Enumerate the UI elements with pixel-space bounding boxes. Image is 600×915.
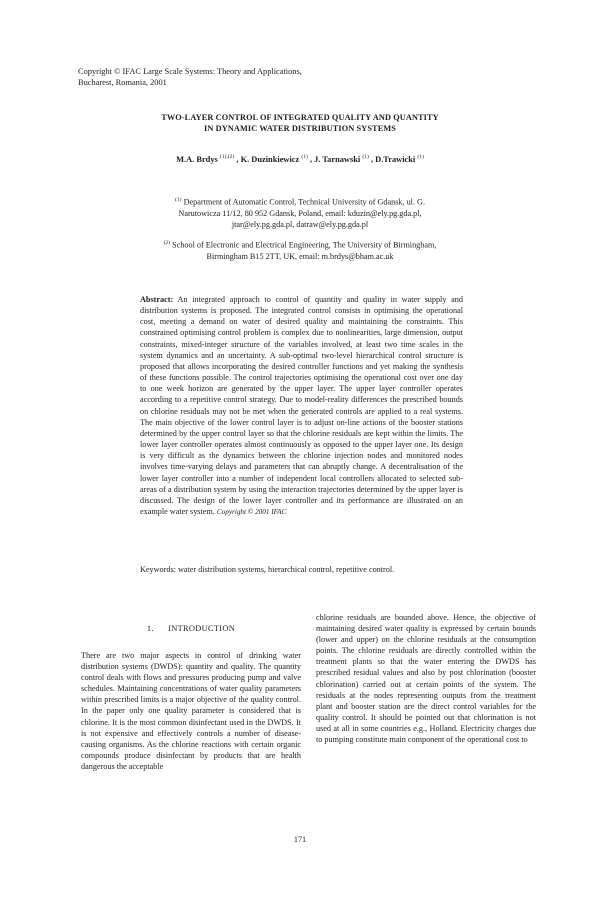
intro-left-column: There are two major aspects in control of drinking water distribution systems (DWDS): quantity and quality. The quantity control deals with flows and pressures producing pump and valve schedules. Maintaining concentrations of water quality parameters within prescribed limits is a major objective of the quality control. In the paper only one quality parameter is considered that is chlorine. It is the most common disinfectant used in the DWDS. It is not expensive and effectively controls a number of disease-causing organisms. As the chlorine reactions with certain organic compounds produce disinfectant by products that are health dangerous the acceptable [81, 651, 301, 771]
affiliation-line: Department of Automatic Control, Technical University of Gdansk, ul. G. [183, 197, 426, 207]
author-name: M.A. Brdys [176, 154, 218, 164]
author-affiliation-mark: (1) [417, 154, 424, 160]
section-heading [81, 624, 301, 633]
author-name: J. Tarnawski [314, 154, 361, 164]
affiliation-1 [130, 195, 470, 230]
page-number: 171 [293, 835, 307, 844]
section-number: 1. [146, 624, 154, 633]
abstract [140, 294, 463, 518]
affiliation-line: School of Electronic and Electrical Engineering, The University of Birmingham, [172, 240, 437, 250]
affiliation-2 [130, 238, 470, 262]
abstract-label: Abstract: [140, 295, 174, 304]
affiliation-mark: (2) [163, 240, 171, 246]
keywords: Keywords: water distribution systems, hierarchical control, repetitive control. [140, 565, 395, 574]
publication-header [78, 66, 302, 88]
title-line-2: IN DYNAMIC WATER DISTRIBUTION SYSTEMS [204, 124, 396, 133]
header-line-2: Bucharest, Romania, 2001 [78, 78, 167, 87]
abstract-text: An integrated approach to control of quantity and quality in water supply and distribution systems is proposed. The integrated control consists in optimising the operational cost, meeting a demand on water of desired quality and maintaining the constraints. This constrained optimising control problem is complex due to nonlinearities, large dimension, output constraints, mixed-integer structure of the variables involved, at least two time scales in the system dynamics and an uncertainty. A sub-optimal two-level hierarchical control structure is proposed that allows incorporating the desired controller functions and yet making the synthesis of these functions possible. The control trajectories optimising the operational cost over one day to one week horizon are generated by the upper layer. The upper layer controller operates according to a repetitive control strategy. Due to model-reality differences the prescribed bounds on chlorine residuals may not be met when the generated controls are applied to a real systems. The main objective of the lower control layer is to adjust on-line actions of the booster stations determined by the upper control layer so that the chlorine residuals are kept within the limits. The lower layer controller operates almost continuously as opposed to the upper layer one. Its design is very difficult as the dynamics between the chlorine injection nodes and monitored nodes involves time-varying delays and parameters that can abruptly change. A decentralisation of the lower layer controller into a number of independent local controllers allocated to selected sub-areas of a distribution system by using the interaction trajectories determined by the upper layer is discussed. The design of the lower layer controller and its performance are illustrated on an example water system. [140, 295, 463, 516]
affiliation-line: jtar@ely.pg.gda.pl, datraw@ely.pg.gda.pl [231, 220, 369, 230]
affiliation-line: Birmingham B15 2TT, UK, email: m.brdys@bham.ac.uk [206, 251, 394, 261]
intro-right-column: chlorine residuals are bounded above. Hence, the objective of maintaining desired water quality is expressed by certain bounds (lower and upper) on the chlorine residuals at the consumption points. The chlorine residuals are directly controlled within the treatment plants so that the water entering the DWDS has prescribed residual values and also by post chlorination (booster chlorination) carried out at certain points of the system. The residuals at the nodes representing outputs from the treatment plant and booster station are the direct control variables for the quality control. It should be pointed out that chlorination is not used at all in some countries e.g., Holland. Electricity charges due to pumping constitute main component of the operational cost to [316, 613, 536, 745]
author-name: K. Duzinkiewicz [240, 154, 300, 164]
affiliation-line: Narutowicza 11/12, 80 952 Gdansk, Poland, email: kduzin@ely.pg.gda.pl, [178, 208, 422, 218]
header-line-1: Copyright © IFAC Large Scale Systems: Theory and Applications, [78, 67, 302, 76]
section-title: INTRODUCTION [168, 624, 236, 633]
affiliation-mark: (1) [174, 197, 182, 203]
title-line-1: TWO-LAYER CONTROL OF INTEGRATED QUALITY AND QUANTITY [161, 113, 439, 122]
author-affiliation-mark: (1) [301, 154, 308, 160]
author-affiliation-mark: (1),(2) [219, 154, 235, 160]
paper-title [80, 112, 520, 134]
author-name: D.Trawicki [375, 154, 416, 164]
author-affiliation-mark: (1) [362, 154, 369, 160]
author-list: M.A. Brdys $^{(1),(2)}$ , K. Duzinkiewicz $^{(1)}$ , J. Tarnawski $^{(1)}$ , D.Trawicki $^{(1)}$ [176, 154, 424, 164]
abstract-copyright: Copyright © 2001 IFAC [216, 507, 287, 516]
